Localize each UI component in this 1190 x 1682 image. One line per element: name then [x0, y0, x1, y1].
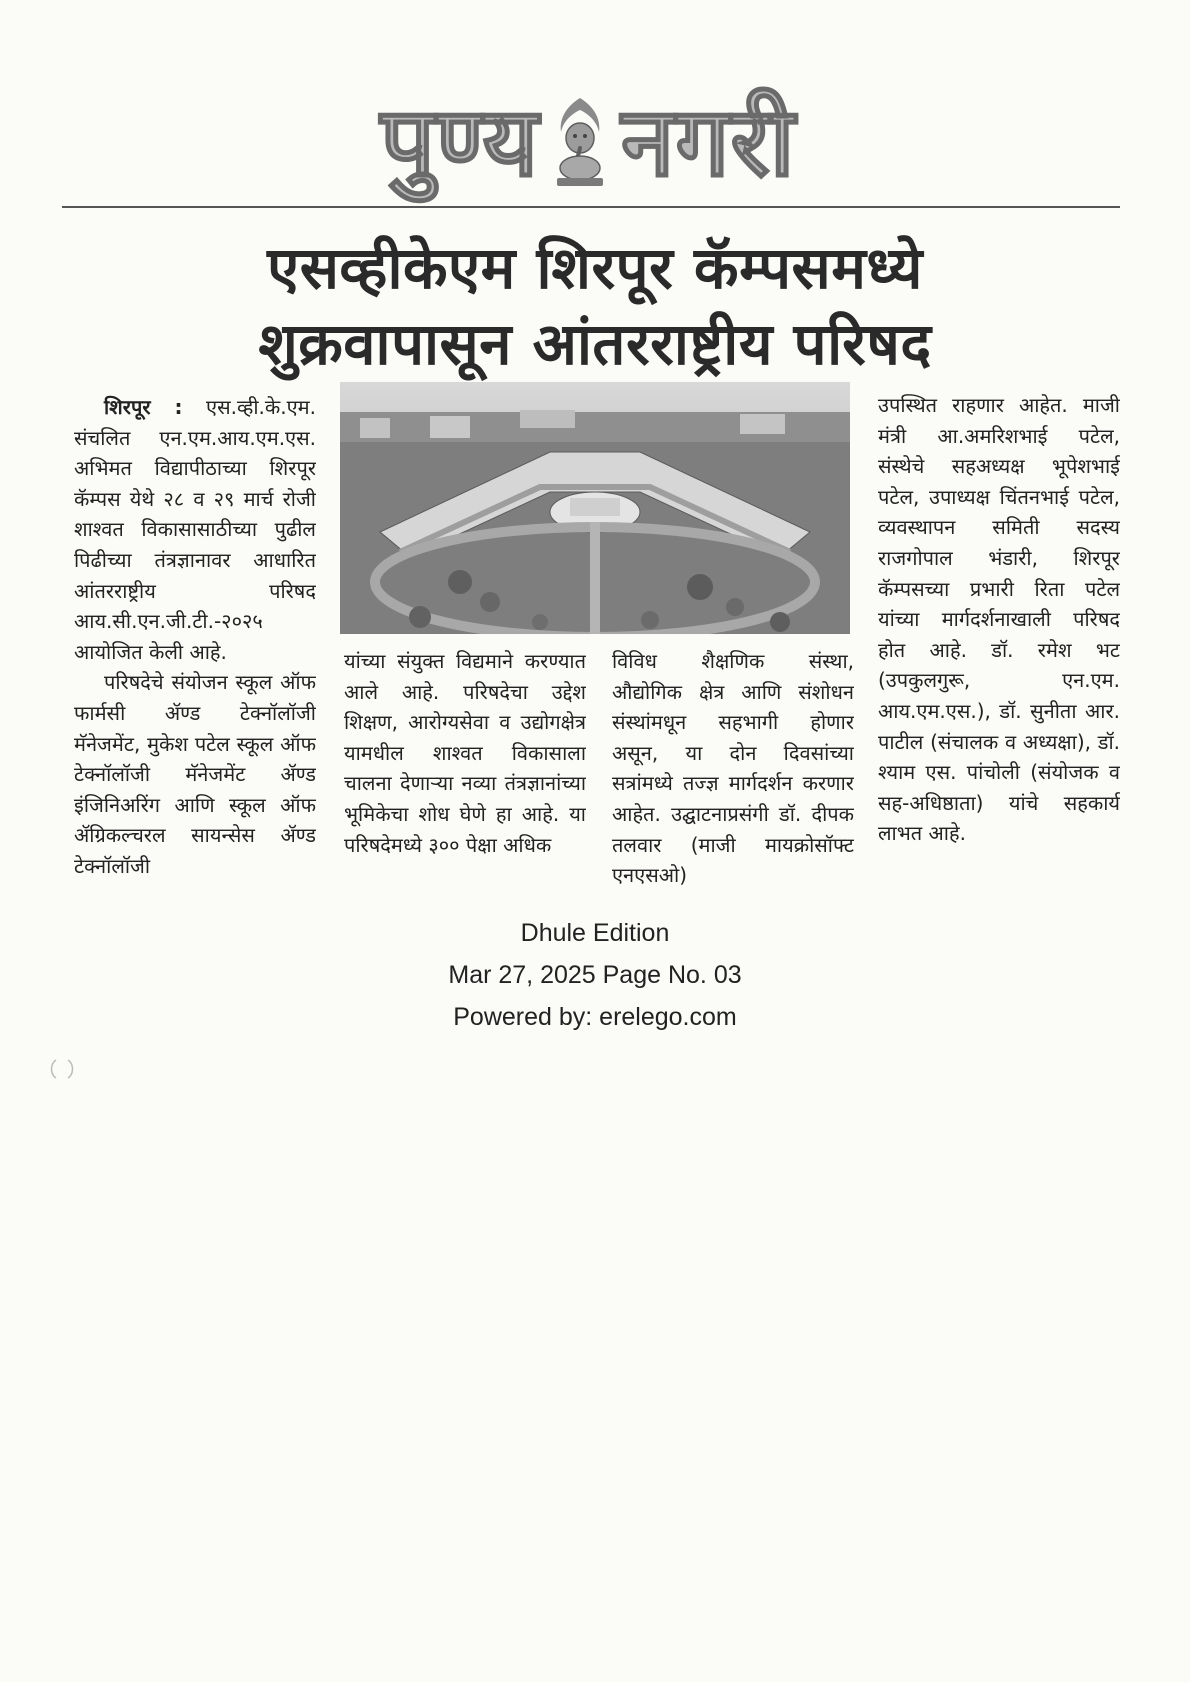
headline-line-2: शुक्रवापासून आंतरराष्ट्रीय परिषद	[258, 310, 932, 378]
campus-photo-graphic	[340, 382, 850, 634]
paragraph-1-body: एस.व्ही.के.एम. संचलित एन.एम.आय.एम.एस. अभिमत विद्यापीठाच्या शिरपूर कॅम्पस येथे २८ व २९ मार्च रोजी शाश्वत विकासासाठीच्या पुढील पिढीच्या तंत्रज्ञानावर आधारित आंतरराष्ट्रीय परिषद आय.सी.एन.जी.टी.-२०२५ आयोजित केली आहे.	[74, 395, 316, 664]
article-paragraph-1	[74, 392, 316, 667]
article-column-1	[74, 392, 316, 912]
article-paragraph-5: उपस्थित राहणार आहेत. माजी मंत्री आ.अमरिशभाई पटेल, संस्थेचे सहअध्यक्ष भूपेशभाई पटेल, उपाध्यक्ष चिंतनभाई पटेल, व्यवस्थापन समिती सदस्य राजगोपाल भंडारी, शिरपूर कॅम्पसच्या प्रभारी रिता पटेल यांच्या मार्गदर्शनाखाली परिषद होत आहे. डॉ. रमेश भट (उपकुलगुरू, एन.एम. आय.एम.एस.), डॉ. सुनीता आर. पाटील (संचालक व अध्यक्षा), डॉ. श्याम एस. पांचोली (संयोजक व सह-अधिष्ठाता) यांचे सहकार्य लाभत आहे.	[878, 393, 1120, 846]
scan-mark-icon	[46, 1056, 78, 1082]
edition-footer	[340, 912, 850, 1038]
campus-aerial-photo	[340, 382, 850, 634]
powered-by: Powered by: erelego.com	[453, 1003, 737, 1031]
article-column-2	[344, 646, 586, 908]
edition-name: Dhule Edition	[520, 919, 670, 947]
masthead-word-2: नगरी	[621, 86, 796, 198]
masthead	[318, 86, 858, 198]
masthead-divider	[62, 206, 1120, 208]
article-column-3	[612, 646, 854, 908]
edition-date-page: Mar 27, 2025 Page No. 03	[448, 961, 742, 989]
article-headline	[70, 230, 1120, 382]
masthead-word-1: पुण्य	[380, 86, 540, 198]
headline-line-1: एसव्हीकेएम शिरपूर कॅम्पसमध्ये	[267, 234, 923, 302]
article-paragraph-3: यांच्या संयुक्त विद्यमाने करण्यात आले आहे. परिषदेचा उद्देश शिक्षण, आरोग्यसेवा व उद्योगक्षेत्र यामधील शाश्वत विकासाला चालना देणाऱ्या नव्या तंत्रज्ञानांच्या भूमिकेचा शोध घेणे हा आहे. या परिषदेमध्ये ३०० पेक्षा अधिक	[344, 649, 586, 857]
ganesha-emblem-icon	[545, 92, 615, 192]
article-column-4	[878, 390, 1120, 908]
article-paragraph-2: परिषदेचे संयोजन स्कूल ऑफ फार्मसी ॲण्ड टेक्नॉलॉजी मॅनेजमेंट, मुकेश पटेल स्कूल ऑफ टेक्नॉलॉजी मॅनेजमेंट ॲण्ड इंजिनिअरिंग आणि स्कूल ऑफ ॲग्रिकल्चरल सायन्सेस ॲण्ड टेक्नॉलॉजी	[74, 670, 316, 878]
dateline: शिरपूर :	[104, 395, 183, 419]
article-paragraph-4: विविध शैक्षणिक संस्था, औद्योगिक क्षेत्र आणि संशोधन संस्थांमधून सहभागी होणार असून, या दोन दिवसांच्या सत्रांमध्ये तज्ज्ञ मार्गदर्शन करणार आहेत. उद्घाटनाप्रसंगी डॉ. दीपक तलवार (माजी मायक्रोसॉफ्ट एनएसओ)	[612, 649, 854, 888]
